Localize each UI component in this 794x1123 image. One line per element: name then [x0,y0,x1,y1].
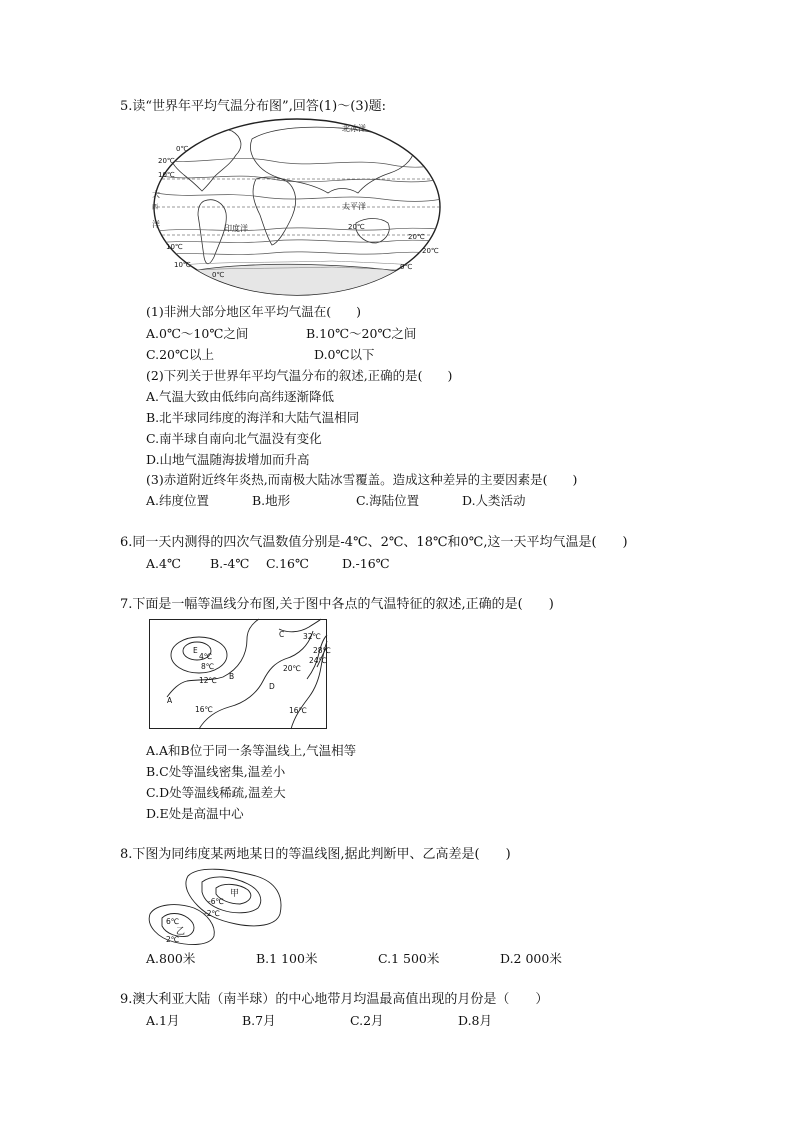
site-yi-label: 乙 [176,927,186,937]
isotherm-16b-label: 16℃ [289,706,307,715]
point-e-label: E [193,646,198,655]
label-atlantic-1: 大 [152,190,160,199]
isotherm-16a-label: 16℃ [195,705,213,714]
q6-option-d[interactable]: D.-16℃ [342,556,390,571]
q6-option-c[interactable]: C.16℃ [266,556,309,571]
q8-option-a[interactable]: A.800米 [146,951,196,966]
isotherm-24-label: 24℃ [309,656,327,665]
q9-option-a[interactable]: A.1月 [146,1013,180,1028]
q5-sub2-option-a[interactable]: A.气温大致由低纬向高纬逐渐降低 [146,389,335,404]
point-d-label: D [269,682,275,691]
isotherm-8-label: 8℃ [201,662,215,671]
q5-sub1-option-c[interactable]: C.20℃以上 [146,347,214,362]
label-isotherm-n10: 10℃ [158,171,175,179]
q5-sub2-stem: (2)下列关于世界年平均气温分布的叙述,正确的是( ) [146,368,453,383]
point-c-label: C [279,630,285,639]
label-isotherm-10w: 10℃ [166,243,183,251]
world-temperature-map [152,117,442,297]
q7-option-a[interactable]: A.A和B位于同一条等温线上,气温相等 [146,743,357,758]
point-a-label: A [167,696,173,705]
q6-stem: 6.同一天内测得的四次气温数值分别是-4℃、2℃、18℃和0℃,这一天平均气温是( ) [120,535,628,550]
q7-option-b[interactable]: B.C处等温线密集,温差小 [146,764,286,779]
q5-sub3-option-d[interactable]: D.人类活动 [462,493,526,508]
label-isotherm-10s: 10℃ [174,261,191,269]
isotherm-diagram [149,619,331,729]
q5-sub3-option-a[interactable]: A.纬度位置 [146,493,210,508]
q7-option-d[interactable]: D.E处是高温中心 [146,806,244,821]
label-isotherm-n20: 20℃ [158,157,175,165]
q5-sub3-option-b[interactable]: B.地形 [252,493,291,508]
q5-sub1-option-d[interactable]: D.0℃以下 [314,347,375,362]
q5-sub3-option-c[interactable]: C.海陆位置 [356,493,420,508]
isotherm-4-label: 4℃ [199,652,213,661]
q8-option-b[interactable]: B.1 100米 [256,951,318,966]
q5-sub2-option-c[interactable]: C.南半球自南向北气温没有变化 [146,431,322,446]
site-jia-label: 甲 [230,889,240,899]
q9-stem: 9.澳大利亚大陆（南半球）的中心地带月均温最高值出现的月份是（ ） [120,992,549,1007]
label-isotherm-20a: 20℃ [408,233,425,241]
q6-option-b[interactable]: B.-4℃ [210,556,250,571]
q5-sub1-option-a[interactable]: A.0℃～10℃之间 [146,326,249,341]
q7-stem: 7.下面是一幅等温线分布图,关于图中各点的气温特征的叙述,正确的是( ) [120,597,554,612]
label-isotherm-0: 0℃ [176,145,189,153]
label-indian-ocean: 印度洋 [224,224,248,233]
q5-sub2-option-b[interactable]: B.北半球同纬度的海洋和大陆气温相同 [146,410,360,425]
q5-sub1-stem: (1)非洲大部分地区年平均气温在( ) [146,304,361,319]
isotherm-12-label: 12℃ [199,676,217,685]
isotherm-28-label: 28℃ [313,646,331,655]
q5-sub2-option-d[interactable]: D.山地气温随海拔增加而升高 [146,452,310,467]
q5-sub1-option-b[interactable]: B.10℃～20℃之间 [306,326,417,341]
isotherm-minus2-label: -2℃ [204,909,220,918]
isotherm-6-label: 6℃ [166,917,180,926]
label-isotherm-s0: 0℃ [400,263,413,271]
isotherm-2-label: 2℃ [166,935,180,944]
label-atlantic-2: 西 [152,204,159,211]
q5-stem: 5.读“世界年平均气温分布图”,回答(1)～(3)题: [120,99,387,114]
isotherm-20-label: 20℃ [283,664,301,673]
label-pacific-ocean: 太平洋 [342,202,366,211]
q7-option-c[interactable]: C.D处等温线稀疏,温差大 [146,785,286,800]
label-arctic-ocean: 北冰洋 [342,124,366,133]
isotherm-minus6-label: -6℃ [208,897,224,906]
two-site-isotherm-diagram [146,866,286,946]
q8-stem: 8.下图为同纬度某两地某日的等温线图,据此判断甲、乙高差是( ) [120,847,511,862]
q6-option-a[interactable]: A.4℃ [146,556,181,571]
q9-option-c[interactable]: C.2月 [350,1013,384,1028]
q8-option-d[interactable]: D.2 000米 [500,951,562,966]
q5-sub3-stem: (3)赤道附近终年炎热,而南极大陆冰雪覆盖。造成这种差异的主要因素是( ) [146,472,578,487]
q8-option-c[interactable]: C.1 500米 [378,951,440,966]
label-isotherm-20c: 20℃ [422,247,439,255]
q9-option-b[interactable]: B.7月 [242,1013,276,1028]
label-isotherm-20b: 20℃ [348,223,365,231]
label-atlantic-3: 洋 [152,220,160,229]
label-isotherm-0s: 0℃ [212,271,225,279]
point-b-label: B [229,672,235,681]
isotherm-32-label: 32℃ [303,632,321,641]
q9-option-d[interactable]: D.8月 [458,1013,493,1028]
